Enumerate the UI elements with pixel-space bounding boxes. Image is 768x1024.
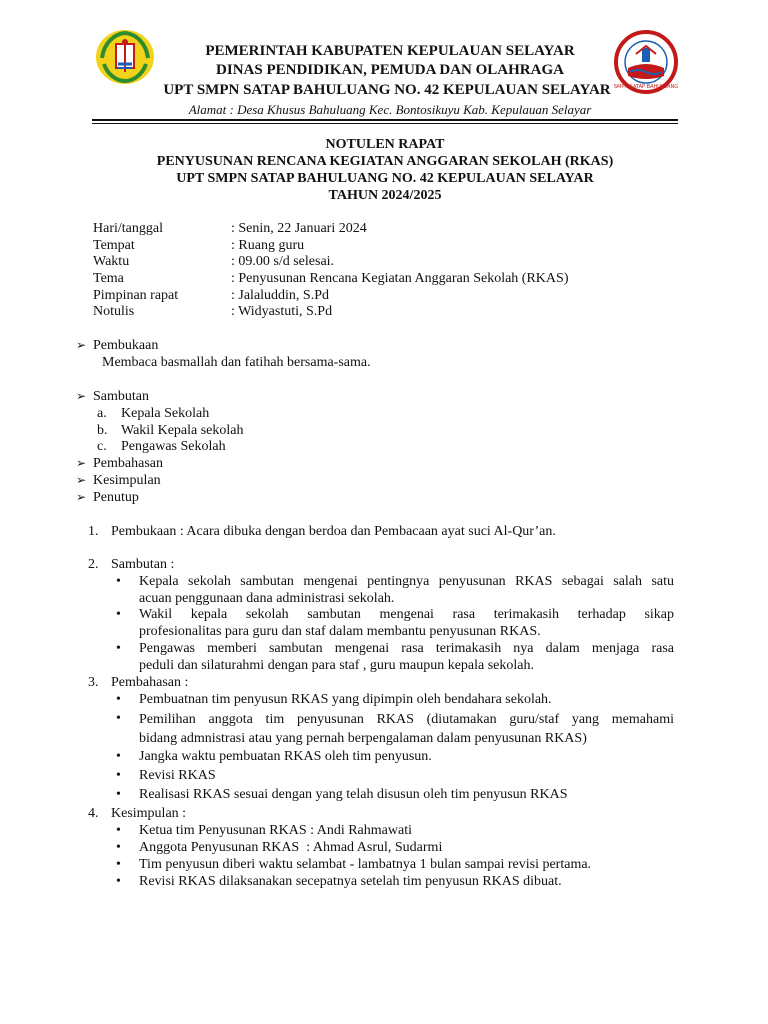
- info-label: Tema: [93, 271, 124, 287]
- section-number: 4.: [88, 806, 99, 821]
- bullet-icon: •: [116, 823, 121, 838]
- arrow-bullet-icon: ➢: [76, 490, 87, 504]
- arrow-bullet-icon: ➢: [76, 338, 87, 352]
- bullet-icon: •: [116, 607, 121, 622]
- agenda-sub-text: Pengawas Sekolah: [121, 439, 226, 454]
- bullet-line: Kepala sekolah sambutan mengenai pentingnya penyusunan RKAS sebagai salah satu: [139, 574, 674, 589]
- regency-emblem-icon: [94, 28, 156, 86]
- meeting-info: [93, 220, 568, 320]
- bullet-text: Ketua tim Penyusunan RKAS : Andi Rahmawati: [139, 823, 412, 838]
- bullet-line: profesionalitas para guru dan staf dalam membantu penyusunan RKAS.: [139, 624, 541, 639]
- agenda-label: Kesimpulan: [93, 473, 161, 488]
- agenda-sub-text: Kepala Sekolah: [121, 406, 210, 421]
- bullet-icon: •: [116, 874, 121, 889]
- header-rule-thin: [92, 123, 678, 124]
- section-number: 2.: [88, 557, 99, 572]
- section-heading: Pembahasan :: [111, 675, 189, 690]
- info-value: : Jalaluddin, S.Pd: [231, 287, 330, 303]
- info-label: Tempat: [93, 237, 135, 253]
- bullet-icon: •: [116, 768, 121, 783]
- bullet-line: Wakil kepala sekolah sambutan mengenai rasa terimakasih terhadap sikap: [139, 607, 674, 622]
- section-heading: Sambutan :: [111, 557, 175, 572]
- document-subtitle-3: TAHUN 2024/2025: [328, 188, 442, 203]
- info-label: Waktu: [93, 254, 130, 270]
- section-text: Pembukaan : Acara dibuka dengan berdoa dan Pembacaan ayat suci Al-Qur’an.: [111, 524, 556, 539]
- agenda-label: Pembukaan: [93, 338, 159, 353]
- bullet-icon: •: [116, 749, 121, 764]
- arrow-bullet-icon: ➢: [76, 473, 87, 487]
- bullet-line: Pemilihan anggota tim penyusunan RKAS (diutamakan guru/staf yang memahami: [139, 712, 674, 727]
- section-number: 1.: [88, 524, 99, 539]
- info-row-theme: [93, 270, 568, 287]
- agenda-sub-letter: a.: [97, 406, 107, 421]
- bullet-line: peduli dan silaturahmi dengan para staf , guru maupun kepala sekolah.: [139, 658, 534, 673]
- info-row-time: [93, 253, 568, 270]
- agenda-sub-text: Wakil Kepala sekolah: [121, 423, 244, 438]
- arrow-bullet-icon: ➢: [76, 456, 87, 470]
- bullet-text: Revisi RKAS dilaksanakan secepatnya setelah tim penyusun RKAS dibuat.: [139, 874, 562, 889]
- bullet-icon: •: [116, 857, 121, 872]
- school-emblem-text: SMPN SATAP BAHULUANG: [614, 84, 678, 90]
- bullet-icon: •: [116, 711, 121, 726]
- document-title: NOTULEN RAPAT: [325, 137, 445, 152]
- info-row-place: [93, 237, 568, 254]
- info-label: Notulis: [93, 304, 135, 320]
- header-rule-thick: [92, 119, 678, 121]
- section-heading: Kesimpulan :: [111, 806, 187, 821]
- info-row-notetaker: [93, 303, 568, 320]
- bullet-text: Pembuatnan tim penyusun RKAS yang dipimpin oleh bendahara sekolah.: [139, 692, 552, 707]
- header-line-3: UPT SMPN SATAP BAHULUANG NO. 42 KEPULAUAN SELAYAR: [163, 82, 611, 98]
- agenda-sub-letter: b.: [97, 423, 108, 438]
- info-row-date: [93, 220, 568, 237]
- header-line-1: PEMERINTAH KABUPATEN KEPULAUAN SELAYAR: [205, 43, 575, 59]
- document-subtitle-2: UPT SMPN SATAP BAHULUANG NO. 42 KEPULAUAN SELAYAR: [176, 171, 594, 186]
- bullet-text: [139, 640, 674, 674]
- bullet-icon: •: [116, 787, 121, 802]
- bullet-line: acuan penggunaan dana administrasi sekolah.: [139, 591, 395, 606]
- bullet-text: [139, 606, 674, 640]
- agenda-label: Sambutan: [93, 389, 149, 404]
- bullet-icon: •: [116, 840, 121, 855]
- bullet-icon: •: [116, 641, 121, 656]
- bullet-text: [139, 710, 674, 748]
- info-value: : Widyastuti, S.Pd: [231, 304, 333, 320]
- info-value: : 09.00 s/d selesai.: [231, 254, 335, 270]
- info-label: Pimpinan rapat: [93, 287, 179, 303]
- bullet-text: [139, 573, 674, 607]
- bullet-text: Jangka waktu pembuatan RKAS oleh tim penyusun.: [139, 749, 432, 764]
- agenda-label: Pembahasan: [93, 456, 163, 471]
- info-value: : Ruang guru: [231, 237, 305, 253]
- agenda-desc-text: Membaca basmallah dan fatihah bersama-sama.: [102, 355, 371, 370]
- bullet-text: Anggota Penyusunan RKAS : Ahmad Asrul, Sudarmi: [139, 840, 443, 855]
- document-subtitle-1: PENYUSUNAN RENCANA KEGIATAN ANGGARAN SEKOLAH (RKAS): [156, 154, 614, 169]
- info-value: : Penyusunan Rencana Kegiatan Anggaran Sekolah (RKAS): [231, 271, 569, 287]
- bullet-icon: •: [116, 692, 121, 707]
- bullet-line: Pengawas memberi sambutan mengenai rasa terimakasih nya dalam menjaga rasa: [139, 641, 674, 656]
- section-number: 3.: [88, 675, 99, 690]
- info-label: Hari/tanggal: [93, 221, 163, 236]
- bullet-text: Realisasi RKAS sesuai dengan yang telah disusun oleh tim penyusun RKAS: [139, 787, 568, 802]
- bullet-icon: •: [116, 574, 121, 589]
- bullet-text: Revisi RKAS: [139, 768, 216, 783]
- agenda-label: Penutup: [93, 490, 139, 505]
- info-row-chair: [93, 287, 568, 304]
- header-address: Alamat : Desa Khusus Bahuluang Kec. Bontosikuyu Kab. Kepulauan Selayar: [188, 102, 592, 117]
- bullet-line: bidang admnistrasi atau yang pernah berpengalaman dalam penyusunan RKAS): [139, 731, 587, 746]
- bullet-text: Tim penyusun diberi waktu selambat - lambatnya 1 bulan sampai revisi pertama.: [139, 857, 592, 872]
- agenda-sub-letter: c.: [97, 439, 107, 454]
- header-line-2: DINAS PENDIDIKAN, PEMUDA DAN OLAHRAGA: [216, 62, 564, 78]
- info-value: : Senin, 22 Januari 2024: [231, 221, 367, 236]
- arrow-bullet-icon: ➢: [76, 389, 87, 403]
